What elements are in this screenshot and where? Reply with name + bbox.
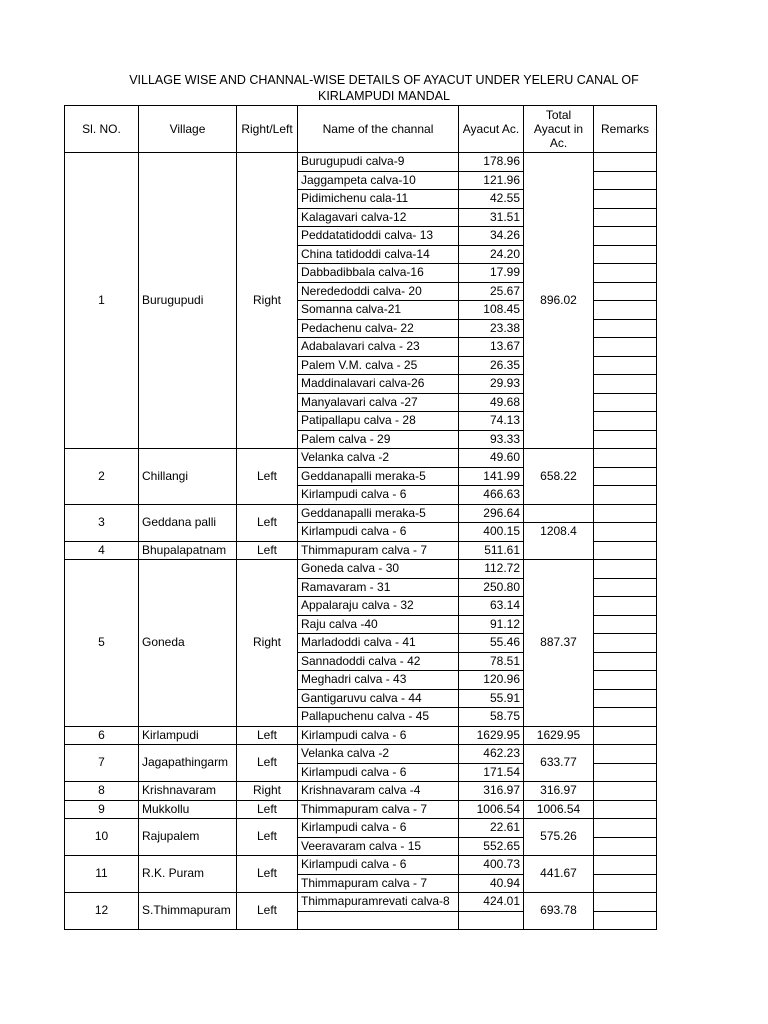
header-channel-name: Name of the channal bbox=[298, 106, 459, 153]
ayacut-cell: 1006.54 bbox=[459, 800, 524, 819]
ayacut-cell: 108.45 bbox=[459, 301, 524, 320]
remarks-cell bbox=[594, 911, 657, 930]
ayacut-cell: 26.35 bbox=[459, 356, 524, 375]
channel-name-cell: Velanka calva -2 bbox=[298, 745, 459, 764]
table-row bbox=[65, 560, 657, 579]
sl-number-cell: 7 bbox=[65, 745, 139, 782]
side-cell: Left bbox=[237, 856, 298, 893]
channel-name-cell: Sannadoddi calva - 42 bbox=[298, 652, 459, 671]
remarks-cell bbox=[594, 615, 657, 634]
ayacut-cell: 250.80 bbox=[459, 578, 524, 597]
channel-name-cell: Kirlampudi calva - 6 bbox=[298, 486, 459, 505]
remarks-cell bbox=[594, 819, 657, 838]
channel-name-cell: Dabbadibbala calva-16 bbox=[298, 264, 459, 283]
channel-name-cell: Veeravaram calva - 15 bbox=[298, 837, 459, 856]
total-ayacut-cell: 658.22 bbox=[524, 449, 594, 505]
remarks-cell bbox=[594, 375, 657, 394]
sl-number-cell: 11 bbox=[65, 856, 139, 893]
sl-number-cell: 1 bbox=[65, 153, 139, 449]
remarks-cell bbox=[594, 338, 657, 357]
village-cell: Mukkollu bbox=[139, 800, 237, 819]
channel-name-cell: Jaggampeta calva-10 bbox=[298, 171, 459, 190]
ayacut-cell: 511.61 bbox=[459, 541, 524, 560]
sl-number-cell: 6 bbox=[65, 726, 139, 745]
ayacut-cell: 23.38 bbox=[459, 319, 524, 338]
table-row bbox=[65, 745, 657, 764]
channel-name-cell: Geddanapalli meraka-5 bbox=[298, 467, 459, 486]
sl-number-cell: 10 bbox=[65, 819, 139, 856]
channel-name-cell: Meghadri calva - 43 bbox=[298, 671, 459, 690]
table-row bbox=[65, 153, 657, 172]
channel-name-cell: Kirlampudi calva - 6 bbox=[298, 726, 459, 745]
total-ayacut-cell: 441.67 bbox=[524, 856, 594, 893]
remarks-cell bbox=[594, 763, 657, 782]
remarks-cell bbox=[594, 652, 657, 671]
total-ayacut-cell: 1208.4 bbox=[524, 523, 594, 560]
remarks-cell bbox=[594, 171, 657, 190]
remarks-cell bbox=[594, 800, 657, 819]
ayacut-cell: 112.72 bbox=[459, 560, 524, 579]
remarks-cell bbox=[594, 301, 657, 320]
side-cell: Left bbox=[237, 541, 298, 560]
remarks-cell bbox=[594, 856, 657, 875]
total-ayacut-cell: 575.26 bbox=[524, 819, 594, 856]
village-cell: Chillangi bbox=[139, 449, 237, 505]
table-row bbox=[65, 856, 657, 875]
ayacut-cell: 58.75 bbox=[459, 708, 524, 727]
channel-name-cell: Pedachenu calva- 22 bbox=[298, 319, 459, 338]
channel-name-cell: Maddinalavari calva-26 bbox=[298, 375, 459, 394]
remarks-cell bbox=[594, 227, 657, 246]
ayacut-table bbox=[64, 105, 657, 930]
remarks-cell bbox=[594, 874, 657, 893]
sl-number-cell: 5 bbox=[65, 560, 139, 727]
ayacut-cell: 17.99 bbox=[459, 264, 524, 283]
total-ayacut-cell: 693.78 bbox=[524, 893, 594, 930]
sl-number-cell: 9 bbox=[65, 800, 139, 819]
table-row bbox=[65, 800, 657, 819]
remarks-cell bbox=[594, 578, 657, 597]
village-cell: S.Thimmapuram bbox=[139, 893, 237, 930]
table-row bbox=[65, 782, 657, 801]
remarks-cell bbox=[594, 708, 657, 727]
header-ayacut: Ayacut Ac. bbox=[459, 106, 524, 153]
remarks-cell bbox=[594, 430, 657, 449]
ayacut-cell bbox=[459, 911, 524, 930]
channel-name-cell: Marladoddi calva - 41 bbox=[298, 634, 459, 653]
ayacut-cell: 78.51 bbox=[459, 652, 524, 671]
ayacut-cell: 424.01 bbox=[459, 893, 524, 912]
side-cell: Right bbox=[237, 153, 298, 449]
document-title bbox=[0, 72, 768, 104]
ayacut-cell: 31.51 bbox=[459, 208, 524, 227]
remarks-cell bbox=[594, 893, 657, 912]
ayacut-cell: 55.91 bbox=[459, 689, 524, 708]
ayacut-cell: 296.64 bbox=[459, 504, 524, 523]
table-row bbox=[65, 449, 657, 468]
remarks-cell bbox=[594, 541, 657, 560]
remarks-cell bbox=[594, 671, 657, 690]
ayacut-cell: 400.73 bbox=[459, 856, 524, 875]
village-cell: Burugupudi bbox=[139, 153, 237, 449]
village-cell: Jagapathingarm bbox=[139, 745, 237, 782]
channel-name-cell: Thimmapuram calva - 7 bbox=[298, 874, 459, 893]
ayacut-cell: 466.63 bbox=[459, 486, 524, 505]
total-ayacut-cell: 887.37 bbox=[524, 560, 594, 727]
channel-name-cell: Kirlampudi calva - 6 bbox=[298, 856, 459, 875]
side-cell: Left bbox=[237, 504, 298, 541]
channel-name-cell: Velanka calva -2 bbox=[298, 449, 459, 468]
ayacut-cell: 34.26 bbox=[459, 227, 524, 246]
header-remarks: Remarks bbox=[594, 106, 657, 153]
ayacut-cell: 49.68 bbox=[459, 393, 524, 412]
remarks-cell bbox=[594, 837, 657, 856]
total-ayacut-cell: 633.77 bbox=[524, 745, 594, 782]
ayacut-cell: 120.96 bbox=[459, 671, 524, 690]
total-ayacut-cell: 1006.54 bbox=[524, 800, 594, 819]
ayacut-cell: 22.61 bbox=[459, 819, 524, 838]
remarks-cell bbox=[594, 523, 657, 542]
ayacut-cell: 74.13 bbox=[459, 412, 524, 431]
channel-name-cell: Kirlampudi calva - 6 bbox=[298, 819, 459, 838]
channel-name-cell: Burugupudi calva-9 bbox=[298, 153, 459, 172]
village-cell: Goneda bbox=[139, 560, 237, 727]
ayacut-cell: 40.94 bbox=[459, 874, 524, 893]
ayacut-cell: 91.12 bbox=[459, 615, 524, 634]
remarks-cell bbox=[594, 319, 657, 338]
ayacut-cell: 42.55 bbox=[459, 190, 524, 209]
remarks-cell bbox=[594, 412, 657, 431]
table-row bbox=[65, 726, 657, 745]
channel-name-cell: Somanna calva-21 bbox=[298, 301, 459, 320]
remarks-cell bbox=[594, 689, 657, 708]
remarks-cell bbox=[594, 634, 657, 653]
village-cell: Kirlampudi bbox=[139, 726, 237, 745]
ayacut-cell: 93.33 bbox=[459, 430, 524, 449]
village-cell: R.K. Puram bbox=[139, 856, 237, 893]
channel-name-cell: Pallapuchenu calva - 45 bbox=[298, 708, 459, 727]
remarks-cell bbox=[594, 726, 657, 745]
channel-name-cell bbox=[298, 911, 459, 930]
side-cell: Left bbox=[237, 449, 298, 505]
ayacut-table-container bbox=[64, 105, 658, 949]
channel-name-cell: Kirlampudi calva - 6 bbox=[298, 523, 459, 542]
channel-name-cell: Geddanapalli meraka-5 bbox=[298, 504, 459, 523]
ayacut-cell: 49.60 bbox=[459, 449, 524, 468]
ayacut-cell: 29.93 bbox=[459, 375, 524, 394]
channel-name-cell: Pidimichenu cala-11 bbox=[298, 190, 459, 209]
channel-name-cell: Ramavaram - 31 bbox=[298, 578, 459, 597]
ayacut-cell: 178.96 bbox=[459, 153, 524, 172]
title-line-1: VILLAGE WISE AND CHANNAL-WISE DETAILS OF AYACUT UNDER YELERU CANAL OF bbox=[129, 73, 639, 87]
remarks-cell bbox=[594, 264, 657, 283]
remarks-cell bbox=[594, 467, 657, 486]
village-cell: Geddana palli bbox=[139, 504, 237, 541]
side-cell: Left bbox=[237, 819, 298, 856]
side-cell: Left bbox=[237, 893, 298, 930]
channel-name-cell: Nerededoddi calva- 20 bbox=[298, 282, 459, 301]
channel-name-cell: Thimmapuramrevati calva-8 bbox=[298, 893, 459, 912]
sl-number-cell: 8 bbox=[65, 782, 139, 801]
village-cell: Rajupalem bbox=[139, 819, 237, 856]
channel-name-cell: Peddatatidoddi calva- 13 bbox=[298, 227, 459, 246]
channel-name-cell: Kirlampudi calva - 6 bbox=[298, 763, 459, 782]
table-row bbox=[65, 504, 657, 523]
title-line-2: KIRLAMPUDI MANDAL bbox=[318, 89, 450, 103]
header-right-left: Right/Left bbox=[237, 106, 298, 153]
header-row bbox=[65, 106, 657, 153]
ayacut-cell: 13.67 bbox=[459, 338, 524, 357]
ayacut-cell: 63.14 bbox=[459, 597, 524, 616]
channel-name-cell: Palem calva - 29 bbox=[298, 430, 459, 449]
channel-name-cell: Patipallapu calva - 28 bbox=[298, 412, 459, 431]
remarks-cell bbox=[594, 282, 657, 301]
remarks-cell bbox=[594, 190, 657, 209]
total-ayacut-cell: 896.02 bbox=[524, 153, 594, 449]
remarks-cell bbox=[594, 208, 657, 227]
remarks-cell bbox=[594, 356, 657, 375]
channel-name-cell: Gantigaruvu calva - 44 bbox=[298, 689, 459, 708]
village-cell: Krishnavaram bbox=[139, 782, 237, 801]
total-ayacut-cell bbox=[524, 504, 594, 523]
header-sl-no: Sl. NO. bbox=[65, 106, 139, 153]
ayacut-cell: 121.96 bbox=[459, 171, 524, 190]
table-row bbox=[65, 819, 657, 838]
total-ayacut-cell: 316.97 bbox=[524, 782, 594, 801]
header-total-ayacut: Total Ayacut in Ac. bbox=[524, 106, 594, 153]
channel-name-cell: Thimmapuram calva - 7 bbox=[298, 541, 459, 560]
channel-name-cell: China tatidoddi calva-14 bbox=[298, 245, 459, 264]
channel-name-cell: Thimmapuram calva - 7 bbox=[298, 800, 459, 819]
ayacut-cell: 400.15 bbox=[459, 523, 524, 542]
ayacut-cell: 25.67 bbox=[459, 282, 524, 301]
side-cell: Left bbox=[237, 745, 298, 782]
table-row bbox=[65, 893, 657, 912]
remarks-cell bbox=[594, 504, 657, 523]
ayacut-cell: 55.46 bbox=[459, 634, 524, 653]
ayacut-cell: 316.97 bbox=[459, 782, 524, 801]
side-cell: Left bbox=[237, 726, 298, 745]
table-body bbox=[65, 153, 657, 930]
remarks-cell bbox=[594, 245, 657, 264]
remarks-cell bbox=[594, 393, 657, 412]
total-ayacut-cell: 1629.95 bbox=[524, 726, 594, 745]
channel-name-cell: Goneda calva - 30 bbox=[298, 560, 459, 579]
channel-name-cell: Palem V.M. calva - 25 bbox=[298, 356, 459, 375]
channel-name-cell: Appalaraju calva - 32 bbox=[298, 597, 459, 616]
remarks-cell bbox=[594, 486, 657, 505]
ayacut-cell: 141.99 bbox=[459, 467, 524, 486]
remarks-cell bbox=[594, 597, 657, 616]
side-cell: Right bbox=[237, 782, 298, 801]
ayacut-cell: 552.65 bbox=[459, 837, 524, 856]
sl-number-cell: 2 bbox=[65, 449, 139, 505]
side-cell: Right bbox=[237, 560, 298, 727]
side-cell: Left bbox=[237, 800, 298, 819]
village-cell: Bhupalapatnam bbox=[139, 541, 237, 560]
remarks-cell bbox=[594, 782, 657, 801]
header-village: Village bbox=[139, 106, 237, 153]
remarks-cell bbox=[594, 560, 657, 579]
sl-number-cell: 4 bbox=[65, 541, 139, 560]
ayacut-cell: 24.20 bbox=[459, 245, 524, 264]
ayacut-cell: 171.54 bbox=[459, 763, 524, 782]
sl-number-cell: 3 bbox=[65, 504, 139, 541]
sl-number-cell: 12 bbox=[65, 893, 139, 930]
remarks-cell bbox=[594, 153, 657, 172]
channel-name-cell: Manyalavari calva -27 bbox=[298, 393, 459, 412]
channel-name-cell: Krishnavaram calva -4 bbox=[298, 782, 459, 801]
remarks-cell bbox=[594, 449, 657, 468]
remarks-cell bbox=[594, 745, 657, 764]
channel-name-cell: Kalagavari calva-12 bbox=[298, 208, 459, 227]
ayacut-cell: 462.23 bbox=[459, 745, 524, 764]
channel-name-cell: Adabalavari calva - 23 bbox=[298, 338, 459, 357]
channel-name-cell: Raju calva -40 bbox=[298, 615, 459, 634]
ayacut-cell: 1629.95 bbox=[459, 726, 524, 745]
